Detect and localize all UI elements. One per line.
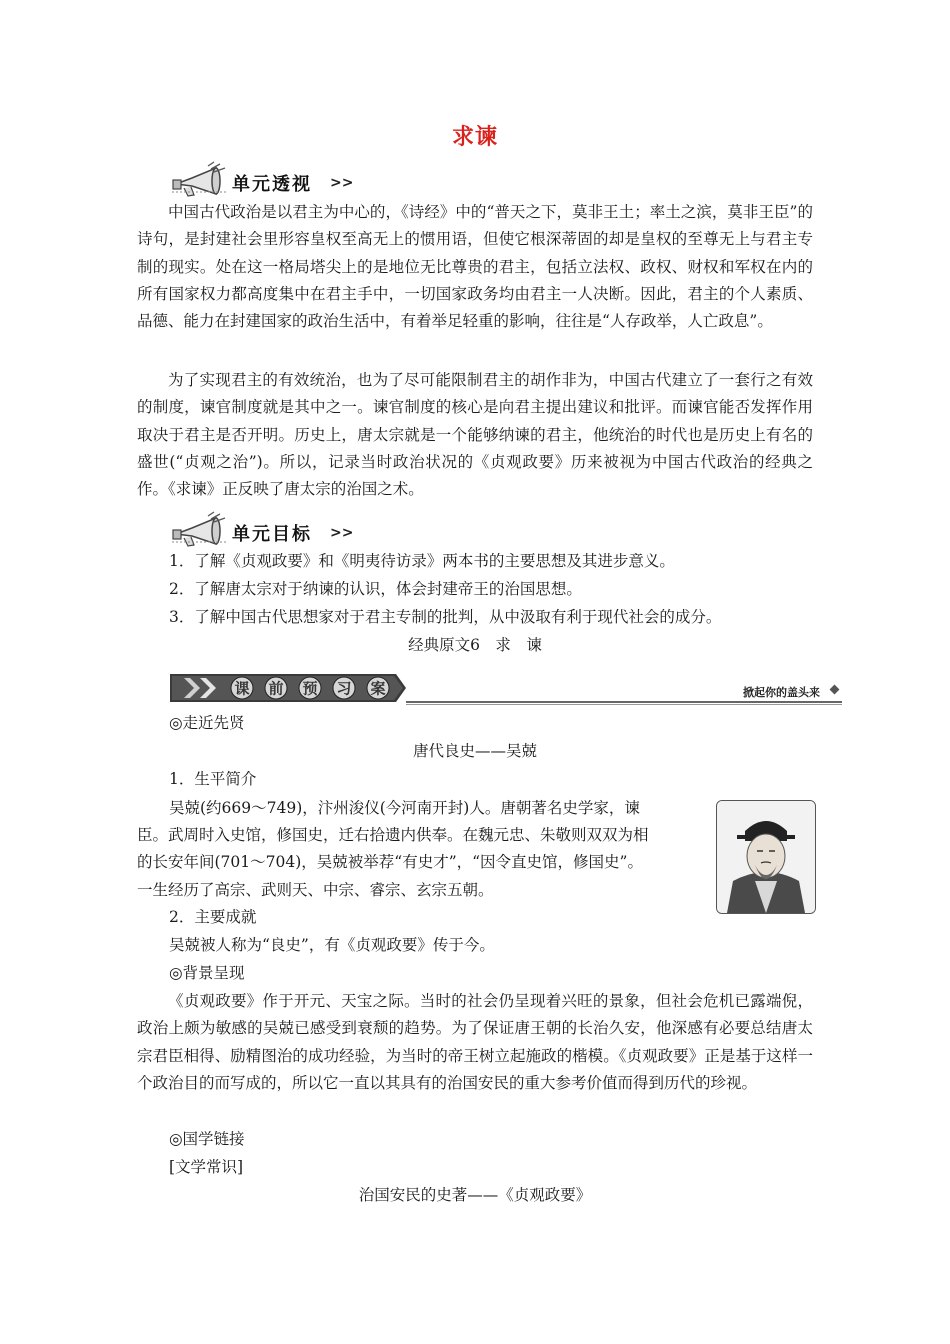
goal-item-3: 3．了解中国古代思想家对于君主专制的批判，从中汲取有利于现代社会的成分。: [169, 608, 722, 626]
guoxue-heading: ◎国学链接: [169, 1130, 245, 1148]
megaphone-icon: [170, 160, 230, 200]
achieve-text: 吴兢被人称为“良史”，有《贞观政要》传于今。: [169, 936, 495, 954]
approach-heading: ◎走近先贤: [169, 714, 245, 732]
bio-line: 一生经历了高宗、武则天、中宗、睿宗、玄宗五朝。: [137, 881, 494, 899]
achieve-heading: 2．主要成就: [169, 908, 257, 926]
background-heading: ◎背景呈现: [169, 964, 245, 982]
banner-char: 预: [302, 679, 318, 698]
section-heading: 单元目标: [232, 524, 312, 545]
banner-char: 课: [234, 679, 250, 698]
double-chevron-icon: >>: [330, 525, 354, 541]
guoxue-sub: [文学常识]: [169, 1158, 244, 1176]
bio-line: 臣。武周时入史馆，修国史，迁右拾遗内供奉。在魏元忠、朱敬则双双为相: [137, 826, 649, 844]
banner-char: 前: [268, 679, 284, 698]
preview-banner: [170, 672, 842, 706]
section-header-overview: [170, 160, 570, 200]
bio-heading: 1．生平简介: [169, 770, 257, 788]
banner-char: 习: [336, 679, 352, 698]
section-header-goals: [170, 510, 570, 550]
banner-rule: [406, 701, 842, 703]
page-title: 求谏: [451, 125, 498, 150]
banner-badge: [170, 674, 406, 702]
bio-line: 吴兢(约669～749)，汴州浚仪(今河南开封)人。唐朝著名史学家，谏: [169, 799, 640, 817]
double-chevron-icon: >>: [330, 175, 354, 191]
overview-paragraph-2: 为了实现君主的有效统治，也为了尽可能限制君主的胡作非为，中国古代建立了一套行之有效的制度，谏官制度就是其中之一。谏官制度的核心是向君主提出建议和批评。而谏官能否发挥作用取决于君主是否开明。历史上，唐太宗就是一个能够纳谏的君主，他统治的时代也是历史上有名的盛世(“贞观之治”)。所以，记录当时政治状况的《贞观政要》历来被视为中国古代政治的经典之作。《求谏》正反映了唐太宗的治国之术。: [137, 371, 813, 499]
portrait-icon: [716, 800, 816, 914]
diamond-icon: [830, 685, 840, 695]
goal-item-1: 1．了解《贞观政要》和《明夷待访录》两本书的主要思想及其进步意义。: [169, 552, 675, 570]
banner-slogan: 掀起你的盖头来: [743, 686, 820, 699]
goal-item-2: 2．了解唐太宗对于纳谏的认识，体会封建帝王的治国思想。: [169, 580, 582, 598]
section-heading: 单元透视: [232, 174, 312, 195]
approach-subtitle: 唐代良史——吴兢: [412, 742, 537, 760]
overview-paragraph-1: 中国古代政治是以君主为中心的，《诗经》中的“普天之下，莫非王土；率土之滨，莫非王臣”的诗句，是封建社会里形容皇权至高无上的惯用语，但使它根深蒂固的却是皇权的至尊无上与君主专制的现实。处在这一格局塔尖上的是地位无比尊贵的君主，包括立法权、政权、财权和军权在内的所有国家权力都高度集中在君主手中，一切国家政务均由君主一人决断。因此，君主的个人素质、品德、能力在封建国家的政治生活中，有着举足轻重的影响，往往是“人存政举，人亡政息”。: [137, 203, 813, 331]
banner-char: 案: [370, 679, 386, 698]
bio-line: 的长安年间(701～704)，吴兢被举荐“有史才”，“因令直史馆，修国史”。: [137, 853, 643, 871]
background-paragraph: 《贞观政要》作于开元、天宝之际。当时的社会仍呈现着兴旺的景象，但社会危机已露端倪，政治上颇为敏感的吴兢已感受到衰颓的趋势。为了保证唐王朝的长治久安，他深感有必要总结唐太宗君臣相得、励精图治的成功经验，为当时的帝王树立起施政的楷模。《贞观政要》正是基于这样一个政治目的而写成的，所以它一直以其具有的治国安民的重大参考价值而得到历代的珍视。: [137, 992, 813, 1092]
guoxue-caption: 治国安民的史著——《贞观政要》: [358, 1186, 592, 1204]
banner-rule: [406, 704, 842, 705]
megaphone-icon: [170, 510, 230, 550]
classic-title: 经典原文6 求 谏: [408, 636, 542, 654]
